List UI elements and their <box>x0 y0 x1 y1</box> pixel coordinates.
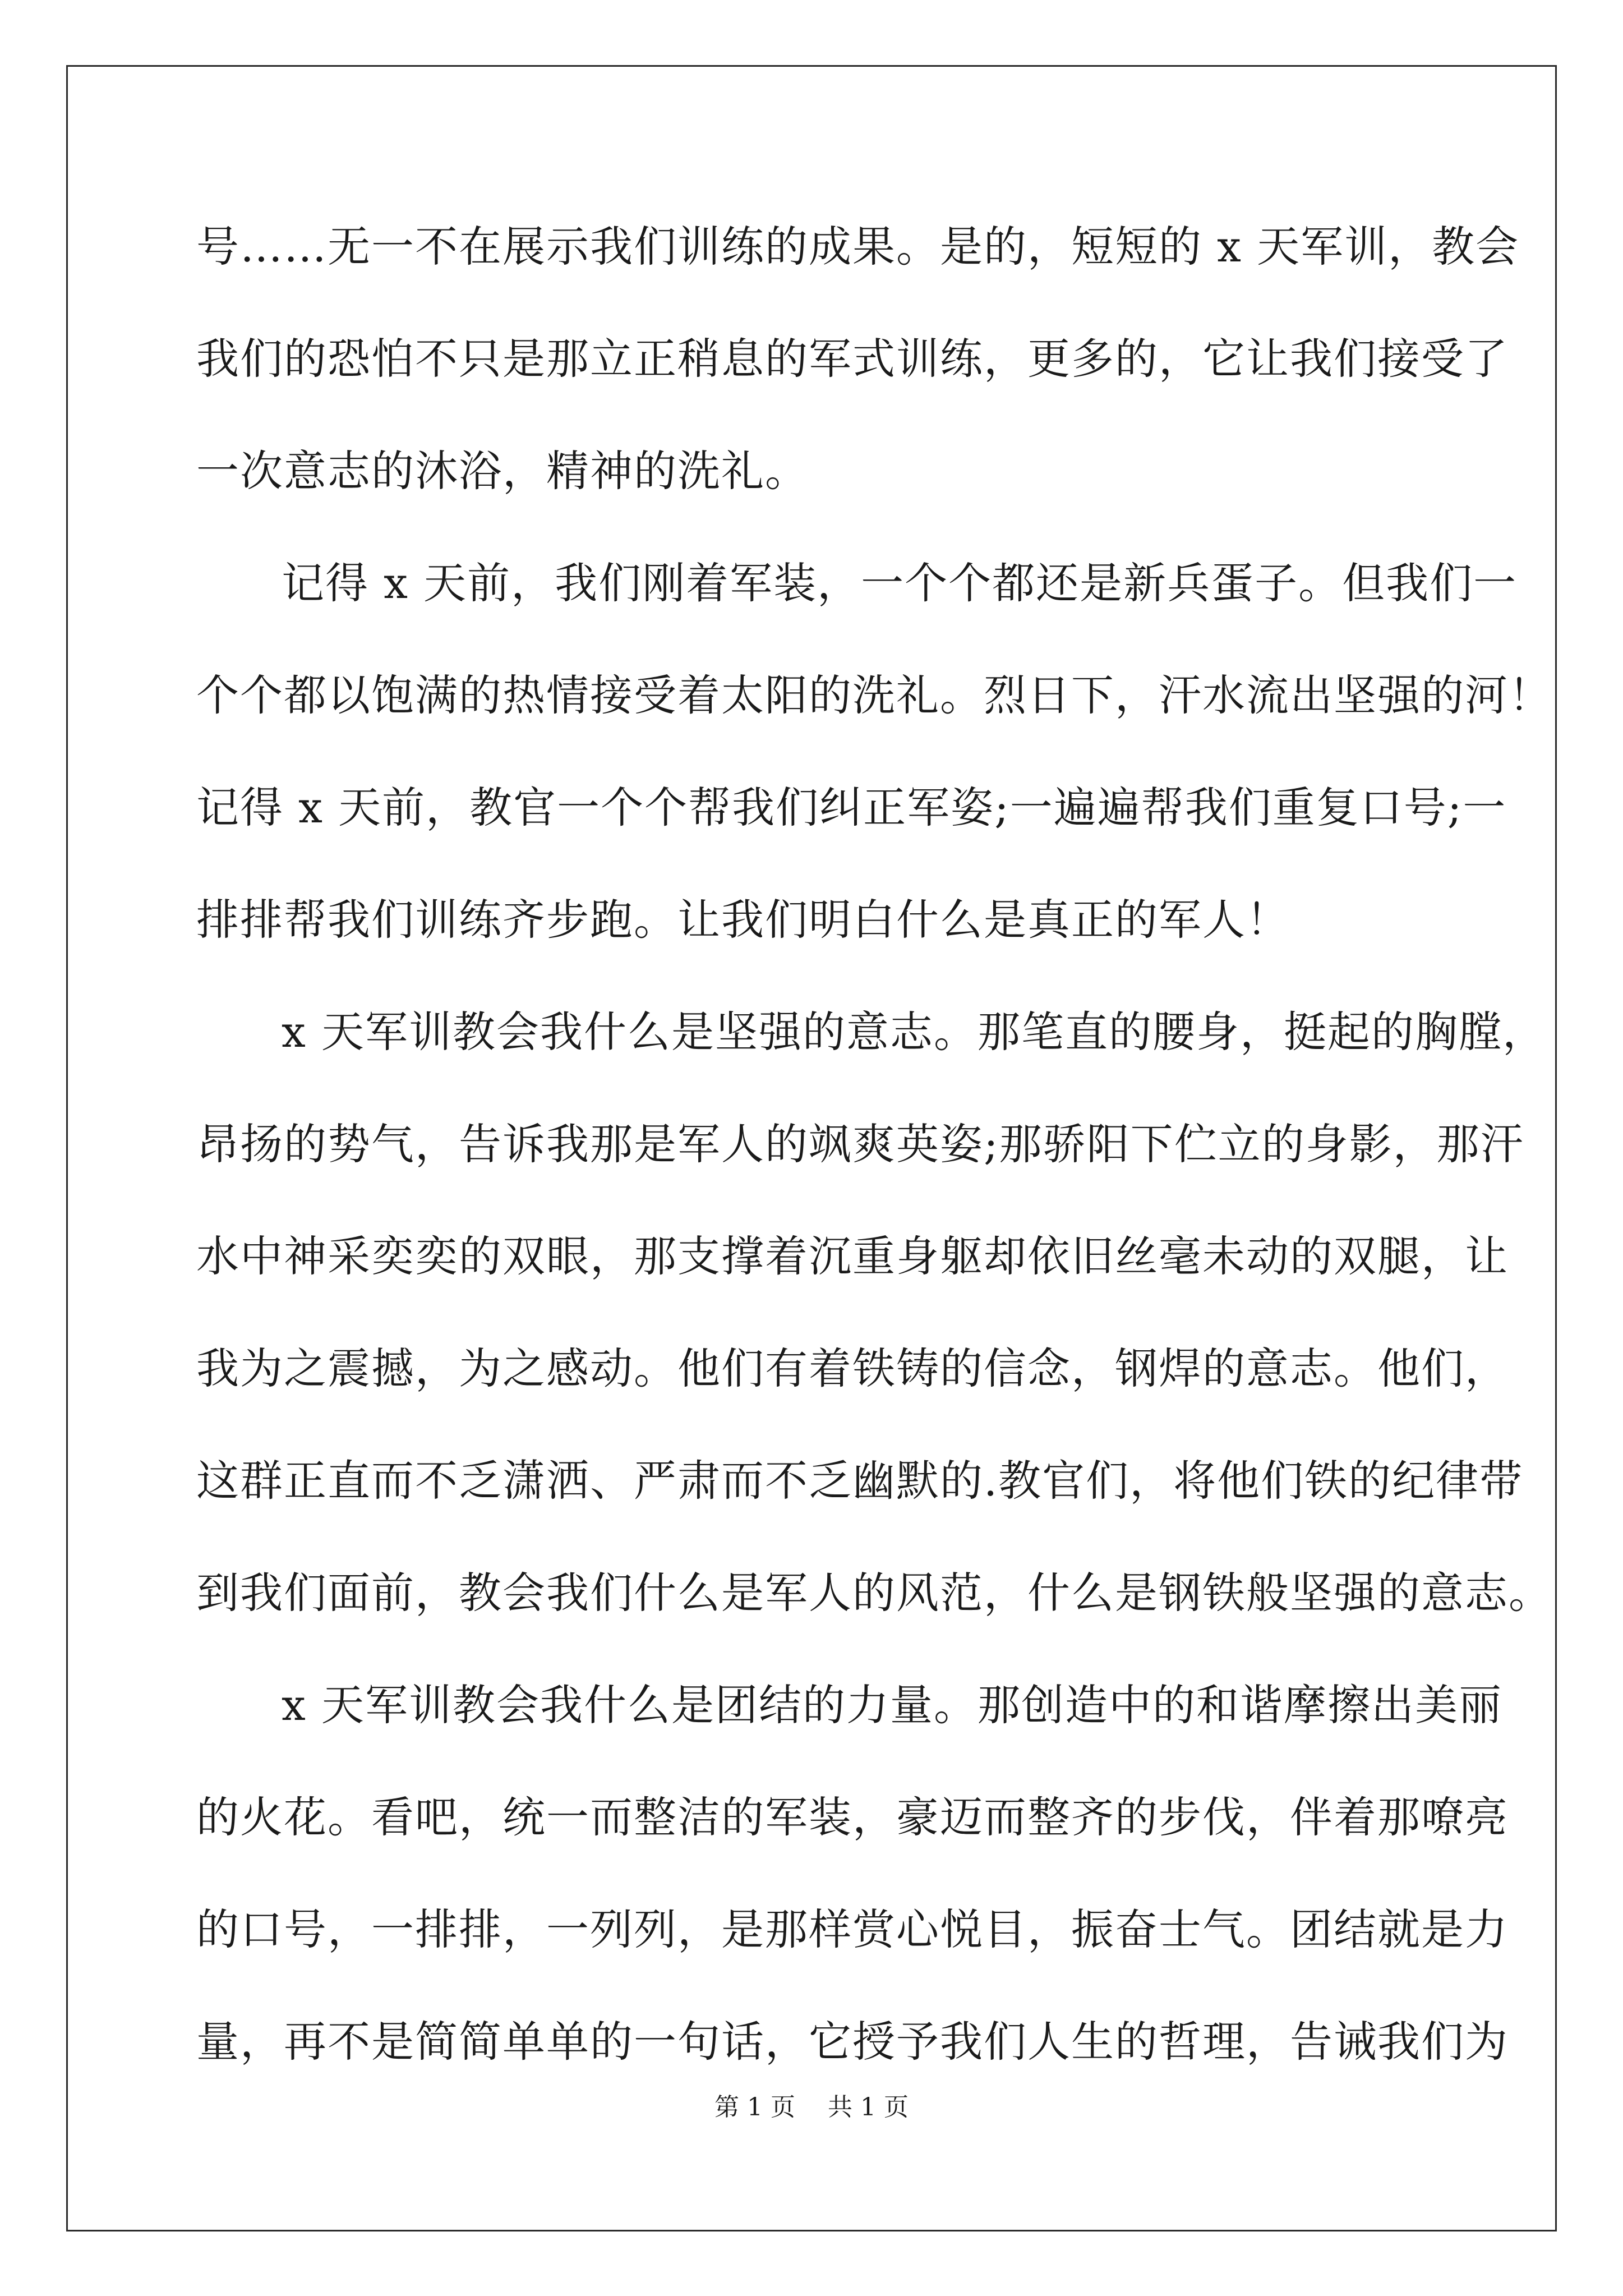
text-line: 一次意志的沐浴，精神的洗礼。 <box>196 446 809 496</box>
text-line: 量，再不是简简单单的一句话，它授予我们人生的哲理，告诫我们为 <box>196 2017 1509 2067</box>
text-line: 号……无一不在展示我们训练的成果。是的，短短的 x 天军训，教会 <box>196 222 1520 272</box>
text-line: 到我们面前，教会我们什么是军人的风范，什么是钢铁般坚强的意志。 <box>196 1568 1552 1618</box>
text-line: 我为之震撼，为之感动。他们有着铁铸的信念，钢焊的意志。他们， <box>196 1343 1509 1393</box>
text-line: 排排帮我们训练齐步跑。让我们明白什么是真正的军人！ <box>196 895 1290 945</box>
paragraph-start-line: 记得 x 天前，我们刚着军装，一个个都还是新兵蛋子。但我们一 <box>282 558 1518 608</box>
page-number-footer: 第 1 页 共 1 页 <box>714 2093 909 2122</box>
text-line: 个个都以饱满的热情接受着太阳的洗礼。烈日下，汗水流出坚强的河！ <box>196 670 1552 720</box>
document-body <box>196 213 1552 2120</box>
text-line: 的口号，一排排，一列列，是那样赏心悦目，振奋士气。团结就是力 <box>196 1904 1509 1954</box>
text-line: 记得 x 天前，教官一个个帮我们纠正军姿;一遍遍帮我们重复口号;一 <box>196 783 1507 832</box>
text-line: 水中神采奕奕的双眼，那支撑着沉重身躯却依旧丝毫未动的双腿，让 <box>196 1231 1509 1281</box>
paragraph-start-line: x 天军训教会我什么是坚强的意志。那笔直的腰身，挺起的胸膛， <box>282 1007 1547 1057</box>
paragraph-start-line: x 天军训教会我什么是团结的力量。那创造中的和谐摩擦出美丽 <box>282 1680 1503 1730</box>
text-line: 的火花。看吧，统一而整洁的军装，豪迈而整齐的步伐，伴着那嘹亮 <box>196 1792 1509 1842</box>
text-line: 这群正直而不乏潇洒、严肃而不乏幽默的.教官们，将他们铁的纪律带 <box>196 1456 1524 1506</box>
text-line: 昂扬的势气，告诉我那是军人的飒爽英姿;那骄阳下伫立的身影，那汗 <box>196 1119 1524 1169</box>
text-line: 我们的恐怕不只是那立正稍息的军式训练，更多的，它让我们接受了 <box>196 334 1509 384</box>
